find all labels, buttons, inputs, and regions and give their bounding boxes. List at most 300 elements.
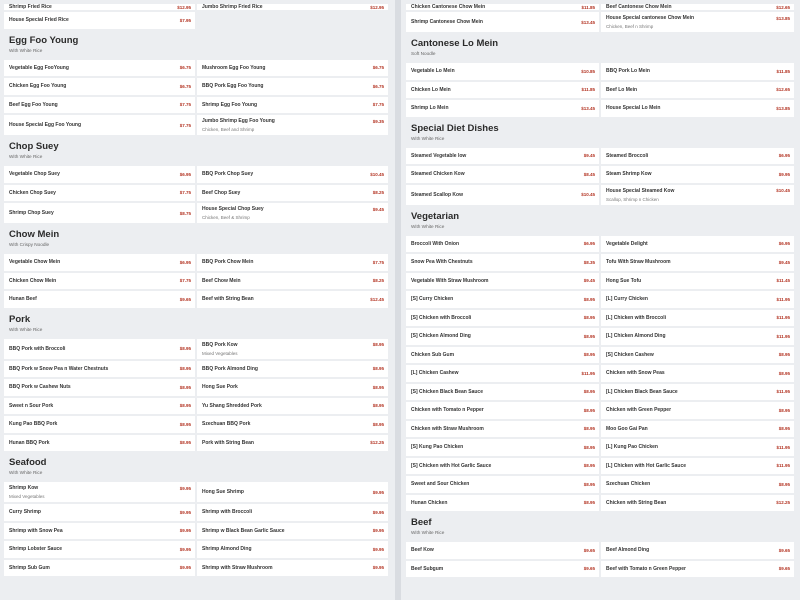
menu-section-chow-mein [0,225,393,310]
menu-item-yu-shang-shredded-pork[interactable] [197,398,388,415]
section-subtitle: With White Rice [411,530,445,535]
menu-item-shrimp-almond-ding[interactable] [197,541,388,558]
section-title: Chow Mein [9,229,60,240]
menu-item-price: $8.95 [372,403,384,409]
menu-item-price: $7.75 [179,122,191,128]
menu-item-house-special-chop-suey[interactable] [197,203,388,223]
section-header [405,207,795,236]
menu-item-price: $9.95 [179,485,191,491]
section-title: Cantonese Lo Mein [411,38,499,49]
menu-item-price: $6.75 [179,83,191,89]
menu-item-name: BBQ Pork Lo Mein [606,68,650,75]
menu-item-price: $9.35 [372,118,384,124]
menu-item-name: Hunan Chicken [411,499,448,506]
menu-item-description: Mixed Vegetables [202,350,238,356]
menu-item-price: $8.95 [179,366,191,372]
menu-item-beef-subgum[interactable] [406,561,599,578]
menu-item-tofu-with-straw-mushroom[interactable] [601,254,794,271]
menu-item-sweet-n-sour-pork[interactable] [4,398,195,415]
menu-item-name: Chicken with Tomato n Pepper [411,407,484,414]
menu-item-price: $8.95 [179,384,191,390]
menu-item-price: $8.95 [372,342,384,347]
menu-item-name: Beef Egg Foo Young [9,101,58,108]
menu-column-left [0,0,393,600]
menu-item-name: [L] Chicken with Broccoli [606,314,667,321]
menu-item-hunan-beef[interactable] [4,291,195,308]
menu-row [405,439,795,458]
menu-item-sweet-and-sour-chicken[interactable] [406,476,599,493]
menu-item-name: [S] Chicken Almond Ding [411,333,471,340]
menu-item-snow-pea-with-chestnuts[interactable] [406,254,599,271]
menu-item-price: $8.95 [583,315,595,321]
menu-item-jumbo-shrimp-egg-foo-young[interactable] [197,115,388,135]
menu-item-name: Shrimp Lobster Sauce [9,546,63,553]
menu-item-price: $9.65 [583,547,595,553]
menu-item-price: $9.45 [778,259,790,265]
menu-item-shrimp-lobster-sauce[interactable] [4,541,195,558]
menu-item-price: $6.95 [179,171,191,177]
menu-item-price: $11.85 [776,68,790,74]
menu-item-name: Pork with String Bean [202,439,254,446]
menu-item-name: Chicken with Snow Peas [606,370,665,377]
menu-item-price: $8.95 [778,481,790,487]
menu-item-name: House Special cantonese Chow Mein [606,15,695,21]
menu-item-szechuan-chicken[interactable] [601,476,794,493]
menu-item-name: [S] Chicken with Broccoli [411,314,472,321]
section-header [3,453,389,482]
menu-row [405,166,795,185]
menu-row [3,560,389,579]
menu-item-beef-lo-mein[interactable] [601,82,794,99]
menu-row [3,166,389,185]
menu-item-price: $11.85 [581,87,595,93]
menu-item-price: $6.75 [372,83,384,89]
menu-item-hong-sue-tofu[interactable] [601,273,794,290]
menu-item-beef-chow-mein[interactable] [197,273,388,290]
menu-item-shrimp-with-snow-pea[interactable] [4,523,195,540]
section-subtitle: With White Rice [411,223,445,229]
section-title: Special Diet Dishes [411,122,499,134]
menu-item-shrimp-chop-suey[interactable] [4,203,195,223]
menu-item-name: Shrimp w Black Bean Garlic Sauce [202,527,285,534]
menu-item-hunan-chicken[interactable] [406,495,599,512]
menu-item-l-chicken-black-bean-sauce[interactable] [601,384,794,401]
menu-item-name: [S] Chicken with Hot Garlic Sauce [411,462,492,469]
menu-row [3,339,389,361]
menu-item-shrimp-fried-rice[interactable] [4,4,195,10]
menu-item-price: $10.45 [370,171,384,177]
menu-item-price: $6.95 [778,153,790,159]
menu-item-name: Hong Sue Shrimp [202,489,244,495]
menu-section-chop-suey [0,137,393,225]
menu-item-price: $11.95 [776,333,790,339]
menu-item-name: [L] Chicken with Hot Garlic Sauce [606,462,687,469]
menu-row [405,365,795,384]
menu-item-kung-pao-bbq-pork[interactable] [4,416,195,433]
menu-item-house-special-lo-mein[interactable] [601,100,794,117]
menu-item-steamed-broccoli[interactable] [601,148,794,165]
menu-item-bbq-pork-egg-foo-young[interactable] [197,78,388,95]
menu-item-name: Shrimp with Broccoli [202,509,253,516]
menu-item-name: Steamed Chicken Kow [411,171,465,178]
menu-item-name: BBQ Pork Chop Suey [202,171,254,178]
menu-item-price: $7.75 [179,102,191,108]
menu-item-price: $8.95 [778,426,790,432]
section-subtitle: Soft Noodle [411,51,436,56]
menu-item-chicken-chow-mein[interactable] [4,273,195,290]
menu-item-bbq-pork-w-snow-pea-n-water-chestnuts[interactable] [4,361,195,378]
menu-item-bbq-pork-w-cashew-nuts[interactable] [4,379,195,396]
menu-item-name: Chicken Sub Gum [411,351,455,358]
column-divider [395,0,401,600]
menu-row [3,504,389,523]
menu-item-chicken-with-tomato-n-pepper[interactable] [406,402,599,419]
menu-item-name: [S] Kung Pao Chicken [411,444,464,451]
menu-row [405,82,795,101]
menu-row [3,273,389,292]
menu-item-name: BBQ Pork Egg Foo Young [202,83,264,90]
menu-item-name: Chicken Lo Mein [411,86,451,93]
menu-item-l-chicken-almond-ding[interactable] [601,328,794,345]
menu-item-price: $9.95 [372,565,384,571]
menu-item-mushroom-egg-foo-young[interactable] [197,60,388,77]
menu-item-beef-with-tomato-n-green-pepper[interactable] [601,561,794,578]
menu-item-vegetable-delight[interactable] [601,236,794,253]
menu-item-hong-sue-shrimp[interactable] [197,482,388,502]
menu-item-steamed-scallop-kow[interactable] [406,185,599,205]
menu-item-curry-shrimp[interactable] [4,504,195,521]
menu-item-price: $6.95 [583,241,595,247]
menu-item-chicken-with-green-pepper[interactable] [601,402,794,419]
menu-item-name: Beef Almond Ding [606,547,650,554]
menu-item-name: BBQ Pork with Broccoli [9,345,66,352]
menu-item-name: Shrimp Egg Foo Young [202,101,258,108]
menu-item-name: Beef Subgum [411,565,444,572]
menu-item-name: Vegetable Chop Suey [9,171,60,178]
menu-item-name: BBQ Pork Almond Ding [202,365,258,372]
menu-item-s-chicken-cashew[interactable] [601,347,794,364]
menu-item-price: $6.75 [179,65,191,71]
menu-item-name: Jumbo Shrimp Egg Foo Young [202,118,275,124]
menu-item-hong-sue-pork[interactable] [197,379,388,396]
section-title: Seafood [9,457,47,468]
menu-item-beef-almond-ding[interactable] [601,542,794,559]
menu-item-beef-egg-foo-young[interactable] [4,97,195,114]
menu-item-hunan-bbq-pork[interactable] [4,435,195,452]
menu-item-price: $6.95 [179,259,191,265]
menu-item-shrimp-kow[interactable] [4,482,195,502]
menu-item-vegetable-chow-mein[interactable] [4,254,195,271]
menu-item-shrimp-cantonese-chow-mein[interactable] [406,12,599,32]
menu-item-name: [L] Chicken Almond Ding [606,333,666,340]
menu-item-name: House Special Egg Foo Young [9,122,82,128]
menu-item-s-chicken-almond-ding[interactable] [406,328,599,345]
menu-item-chicken-with-snow-peas[interactable] [601,365,794,382]
menu-section-pork [0,310,393,454]
menu-item-house-special-cantonese-chow-mein[interactable] [601,12,794,32]
menu-item-price: $11.95 [776,444,790,450]
menu-item-s-chicken-with-hot-garlic-sauce[interactable] [406,458,599,475]
menu-item-vegetable-with-straw-mushroom[interactable] [406,273,599,290]
menu-item-name: [L] Kung Pao Chicken [606,444,658,451]
menu-item-name: Hunan BBQ Pork [9,439,50,446]
menu-item-price: $9.95 [179,565,191,571]
menu-item-shrimp-sub-gum[interactable] [4,560,195,577]
menu-item-price: $7.95 [179,17,191,23]
menu-row [405,100,795,119]
menu-row [3,435,389,454]
menu-item-beef-chop-suey[interactable] [197,185,388,202]
menu-item-name: Shrimp with Straw Mushroom [202,564,273,571]
menu-item-description: Chicken, Beef n Shrimp [606,24,654,29]
menu-item-vegetable-chop-suey[interactable] [4,166,195,183]
menu-item-price: $9.95 [372,509,384,515]
menu-item-chicken-egg-foo-young[interactable] [4,78,195,95]
menu-item-name: House Special Fried Rice [9,17,69,24]
menu-row [405,402,795,421]
section-subtitle: With White Rice [9,326,43,332]
menu-row [405,421,795,440]
menu-item-name: [L] Curry Chicken [606,296,648,303]
menu-item-price: $9.95 [179,528,191,534]
menu-item-s-curry-chicken[interactable] [406,291,599,308]
menu-item-price: $7.75 [372,259,384,265]
menu-item-price: $8.95 [583,352,595,358]
menu-item-l-kung-pao-chicken[interactable] [601,439,794,456]
menu-item-shrimp-with-broccoli[interactable] [197,504,388,521]
menu-item-s-chicken-black-bean-sauce[interactable] [406,384,599,401]
menu-item-name: Steam Shrimp Kow [606,171,652,178]
menu-item-broccoli-with-onion[interactable] [406,236,599,253]
menu-item-price: $11.85 [581,4,595,10]
menu-item-price: $8.35 [583,259,595,265]
menu-item-description: Chicken, Beef and Shrimp [202,127,255,132]
menu-section-seafood [0,453,393,578]
menu-item-name: Kung Pao BBQ Pork [9,421,58,428]
menu-item-price: $13.45 [581,105,595,111]
menu-item-vegetable-egg-fooyoung[interactable] [4,60,195,77]
menu-row [3,97,389,116]
menu-item-name: Shrimp Chop Suey [9,210,54,216]
menu-item-name: House Special Lo Mein [606,105,661,112]
menu-item-price: $8.25 [372,278,384,284]
menu-item-price: $8.95 [583,296,595,302]
menu-row [3,185,389,204]
menu-item-chicken-sub-gum[interactable] [406,347,599,364]
menu-item-vegetable-lo-mein[interactable] [406,63,599,80]
menu-row [3,398,389,417]
menu-item-name: Chicken with Green Pepper [606,407,672,414]
menu-item-price: $8.95 [583,481,595,487]
menu-row [3,361,389,380]
menu-item-price: $8.95 [778,370,790,376]
menu-item-name: House Special Steamed Kow [606,187,675,194]
menu-item-chicken-cantonese-chow-mein[interactable] [406,4,599,10]
menu-row [3,78,389,97]
menu-item-chicken-with-string-bean[interactable] [601,495,794,512]
menu-item-price: $8.95 [372,384,384,390]
menu-item-price: $8.95 [179,421,191,427]
menu-item-name: Chicken Chop Suey [9,189,56,196]
menu-item-l-chicken-with-hot-garlic-sauce[interactable] [601,458,794,475]
menu-item-bbq-pork-kow[interactable] [197,339,388,359]
menu-item-bbq-pork-almond-ding[interactable] [197,361,388,378]
menu-item-l-chicken-cashew[interactable] [406,365,599,382]
menu-item-description: Chicken, Beef & Shrimp [202,215,250,220]
menu-item-price: $11.95 [581,370,595,376]
menu-item-price: $9.45 [583,153,595,159]
menu-item-name: Szechuan BBQ Pork [202,421,251,428]
menu-item-s-kung-pao-chicken[interactable] [406,439,599,456]
menu-item-name: Steamed Vegetable low [411,152,467,159]
menu-item-beef-kow[interactable] [406,542,599,559]
menu-item-chicken-lo-mein[interactable] [406,82,599,99]
menu-item-name: Broccoli With Onion [411,240,460,247]
menu-row [405,328,795,347]
menu-item-bbq-pork-with-broccoli[interactable] [4,339,195,359]
menu-row [405,384,795,403]
menu-item-name: Beef Lo Mein [606,86,638,93]
menu-item-beef-cantonese-chow-mein[interactable] [601,4,794,10]
section-header [3,225,389,254]
menu-item-l-chicken-with-broccoli[interactable] [601,310,794,327]
menu-item-price: $12.65 [776,4,790,10]
menu-item-price: $13.45 [581,19,595,25]
menu-item-price: $8.95 [778,407,790,413]
menu-item-chicken-chop-suey[interactable] [4,185,195,202]
menu-item-name: BBQ Pork w Snow Pea n Water Chestnuts [9,365,109,372]
menu-item-beef-with-string-bean[interactable] [197,291,388,308]
menu-item-name: Snow Pea With Chestnuts [411,259,473,266]
section-title: Vegetarian [411,210,460,222]
menu-item-house-special-fried-rice[interactable] [4,12,195,29]
menu-item-price: $7.75 [179,278,191,284]
menu-item-name: Beef with String Bean [202,296,254,303]
menu-item-price: $8.95 [583,407,595,413]
menu-item-steam-shrimp-kow[interactable] [601,166,794,183]
menu-item-price: $13.85 [776,105,790,111]
menu-item-steamed-vegetable-low[interactable] [406,148,599,165]
menu-item-price: $8.95 [583,333,595,339]
menu-row [3,379,389,398]
menu-item-shrimp-w-black-bean-garlic-sauce[interactable] [197,523,388,540]
menu-item-name: Sweet n Sour Pork [9,402,54,409]
menu-row [405,273,795,292]
menu-item-name: Shrimp Cantonese Chow Mein [411,19,483,25]
menu-row [3,523,389,542]
menu-item-name: [S] Chicken Black Bean Sauce [411,388,483,395]
section-header [3,137,389,166]
menu-item-name: Chicken with Straw Mushroom [411,425,484,432]
menu-row [3,254,389,273]
menu-item-price: $8.95 [179,346,191,351]
menu-item-s-chicken-with-broccoli[interactable] [406,310,599,327]
menu-item-price: $8.95 [583,463,595,469]
menu-item-price: $9.95 [372,546,384,552]
menu-item-name: Beef Kow [411,547,434,554]
menu-item-price: $9.65 [778,566,790,572]
menu-item-name: Shrimp with Snow Pea [9,527,63,534]
menu-item-name: Jumbo Shrimp Fried Rice [202,4,263,10]
menu-item-bbq-pork-lo-mein[interactable] [601,63,794,80]
menu-item-bbq-pork-chow-mein[interactable] [197,254,388,271]
menu-item-name: BBQ Pork w Cashew Nuts [9,384,71,391]
menu-section-special-diet-dishes [403,119,800,207]
menu-row [3,416,389,435]
menu-row [405,542,795,561]
menu-row [3,4,389,12]
menu-row [3,203,389,225]
menu-item-shrimp-with-straw-mushroom[interactable] [197,560,388,577]
menu-item-l-curry-chicken[interactable] [601,291,794,308]
menu-item-pork-with-string-bean[interactable] [197,435,388,452]
menu-item-name: [L] Chicken Cashew [411,370,459,377]
menu-item-price: $8.95 [179,403,191,409]
menu-row [405,12,795,34]
section-title: Egg Foo Young [9,34,79,46]
menu-item-name: Hong Sue Tofu [606,277,642,284]
menu-item-price: $9.45 [583,278,595,284]
menu-item-price: $10.45 [581,192,595,197]
menu-item-house-special-egg-foo-young[interactable] [4,115,195,135]
menu-item-description: Scallop, Shrimp n Chicken [606,196,659,202]
menu-item-price: $10.45 [776,188,790,193]
menu-item-price: $8.95 [179,440,191,446]
menu-item-shrimp-egg-foo-young[interactable] [197,97,388,114]
menu-item-shrimp-lo-mein[interactable] [406,100,599,117]
menu-item-name: Shrimp Sub Gum [9,564,50,571]
menu-row [405,236,795,255]
section-subtitle: With White Rice [9,470,43,475]
section-header [405,119,795,148]
menu-item-name: Chicken Chow Mein [9,277,57,284]
menu-item-price: $8.45 [583,171,595,177]
menu-row [3,482,389,504]
menu-item-price: $8.95 [583,426,595,432]
menu-item-name: Steamed Broccoli [606,152,649,159]
menu-item-name: Vegetable Delight [606,240,648,247]
menu-item-price: $8.95 [778,352,790,358]
menu-item-price: $11.95 [776,296,790,302]
menu-item-price: $11.45 [776,278,790,284]
menu-item-name: Szechuan Chicken [606,481,651,488]
section-header [3,310,389,339]
menu-item-name: [L] Chicken Black Bean Sauce [606,388,678,395]
menu-item-name: Vegetable Chow Mein [9,259,61,266]
menu-item-price: $8.95 [583,500,595,506]
menu-item-price: $8.95 [583,389,595,395]
menu-item-price: $9.65 [179,296,191,302]
menu-item-price: $9.65 [778,547,790,553]
section-subtitle: With Crispy Noodle [9,242,50,247]
menu-item-bbq-pork-chop-suey[interactable] [197,166,388,183]
menu-item-price: $8.25 [372,190,384,196]
menu-item-price: $12.25 [370,440,384,446]
menu-item-szechuan-bbq-pork[interactable] [197,416,388,433]
menu-item-jumbo-shrimp-fried-rice[interactable] [197,4,388,10]
menu-item-house-special-steamed-kow[interactable] [601,185,794,205]
menu-item-name: Shrimp Lo Mein [411,105,449,112]
menu-item-price: $6.75 [372,65,384,71]
menu-item-name: Shrimp Fried Rice [9,4,52,10]
menu-item-name: BBQ Pork Chow Mein [202,259,254,266]
menu-item-chicken-with-straw-mushroom[interactable] [406,421,599,438]
menu-item-moo-goo-gai-pan[interactable] [601,421,794,438]
menu-item-name: Shrimp Almond Ding [202,546,252,553]
section-subtitle: With White Rice [411,135,445,141]
menu-row [405,476,795,495]
menu-item-steamed-chicken-kow[interactable] [406,166,599,183]
